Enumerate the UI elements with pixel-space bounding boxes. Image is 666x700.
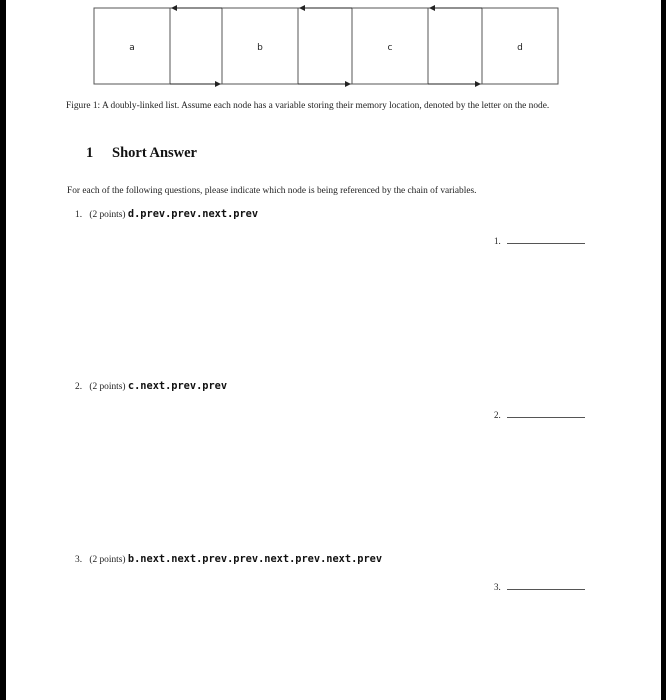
pointer-cell-bc: [298, 8, 352, 84]
section-title: Short Answer: [112, 145, 197, 161]
section-intro: For each of the following questions, please indicate which node is being referenced by the chain of variables.: [67, 186, 477, 196]
figure-caption: Figure 1: A doubly-linked list. Assume each node has a variable storing their memory location, denoted by the letter on the node.: [66, 101, 550, 111]
question-2: [75, 380, 227, 392]
answer-line[interactable]: [507, 415, 585, 418]
node-label: a: [129, 43, 135, 53]
answer-line[interactable]: [507, 587, 585, 590]
document-page: [6, 0, 661, 700]
question-expression: c.next.prev.prev: [127, 380, 228, 392]
question-points: (2 points): [89, 382, 126, 392]
question-number: 1.: [75, 210, 83, 220]
question-points: (2 points): [89, 210, 126, 220]
answer-line[interactable]: [507, 241, 585, 244]
answer-blank-1[interactable]: [494, 236, 585, 246]
node-label: d: [517, 43, 523, 53]
answer-blank-2[interactable]: [494, 410, 585, 420]
question-number: 3.: [75, 555, 83, 565]
node-label: b: [257, 43, 263, 53]
pointer-cell-ab: [170, 8, 222, 84]
answer-label: 3.: [494, 582, 501, 592]
pointer-cell-cd: [428, 8, 482, 84]
answer-label: 1.: [494, 236, 501, 246]
question-3: [75, 553, 382, 565]
question-1: [75, 208, 258, 220]
question-number: 2.: [75, 382, 83, 392]
question-expression: d.prev.prev.next.prev: [127, 208, 259, 220]
doubly-linked-list-diagram: [6, 0, 661, 90]
section-heading: [86, 145, 197, 162]
question-points: (2 points): [89, 555, 126, 565]
section-number: 1: [86, 145, 94, 161]
question-expression: b.next.next.prev.prev.next.prev.next.prev: [127, 553, 383, 565]
node-label: c: [387, 43, 393, 53]
answer-label: 2.: [494, 410, 501, 420]
answer-blank-3[interactable]: [494, 582, 585, 592]
